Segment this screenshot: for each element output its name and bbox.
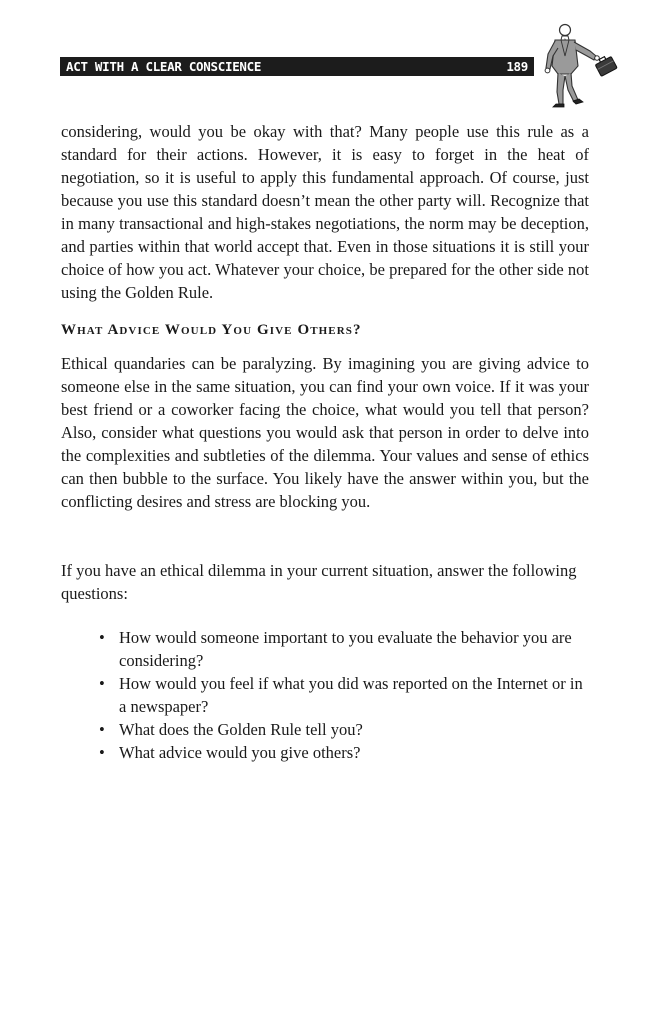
- bullet-icon: •: [99, 743, 105, 762]
- bullet-icon: •: [99, 674, 105, 693]
- section-heading: What Advice Would You Give Others?: [61, 322, 362, 338]
- list-item: [96, 718, 590, 741]
- list-item: [96, 626, 590, 672]
- running-header: [60, 57, 534, 76]
- list-item-text: How would you feel if what you did was reported on the Internet or in a newspaper?: [119, 674, 583, 716]
- question-list: [96, 626, 590, 764]
- body-paragraph: considering, would you be okay with that? Many people use this rule as a standard for their actions. However, it is easy to forget in the heat of negotiation, so it is useful to apply this fundamental approach. Of course, just because you use this standard doesn’t mean the other party will. Recognize that in many transactional and high-stakes negotiations, the norm may be deception, and parties within that world accept that. Even in those situations it is still your choice of how you act. Whatever your choice, be prepared for the other side not using the Golden Rule.: [61, 122, 589, 302]
- body-paragraph: If you have an ethical dilemma in your current situation, answer the following questions:: [61, 561, 577, 603]
- businessman-with-briefcase-icon: [538, 22, 620, 110]
- chapter-title: ACT WITH A CLEAR CONSCIENCE: [66, 59, 262, 74]
- body-paragraph: Ethical quandaries can be paralyzing. By imagining you are giving advice to someone else in the same situation, you can find your own voice. If it was your best friend or a coworker facing the choice, what would you tell that person? Also, consider what questions you would ask that person in order to delve into the complexities and subtleties of the dilemma. Your values and sense of ethics can then bubble to the surface. You likely have the answer within you, but the conflicting desires and stress are blocking you.: [61, 354, 589, 511]
- list-item-text: What advice would you give others?: [119, 743, 361, 762]
- list-item: [96, 741, 590, 764]
- list-item-text: How would someone important to you evaluate the behavior you are considering?: [119, 628, 572, 670]
- bullet-icon: •: [99, 720, 105, 739]
- list-item-text: What does the Golden Rule tell you?: [119, 720, 363, 739]
- list-item: [96, 672, 590, 718]
- page-number: 189: [506, 59, 528, 74]
- bullet-icon: •: [99, 628, 105, 647]
